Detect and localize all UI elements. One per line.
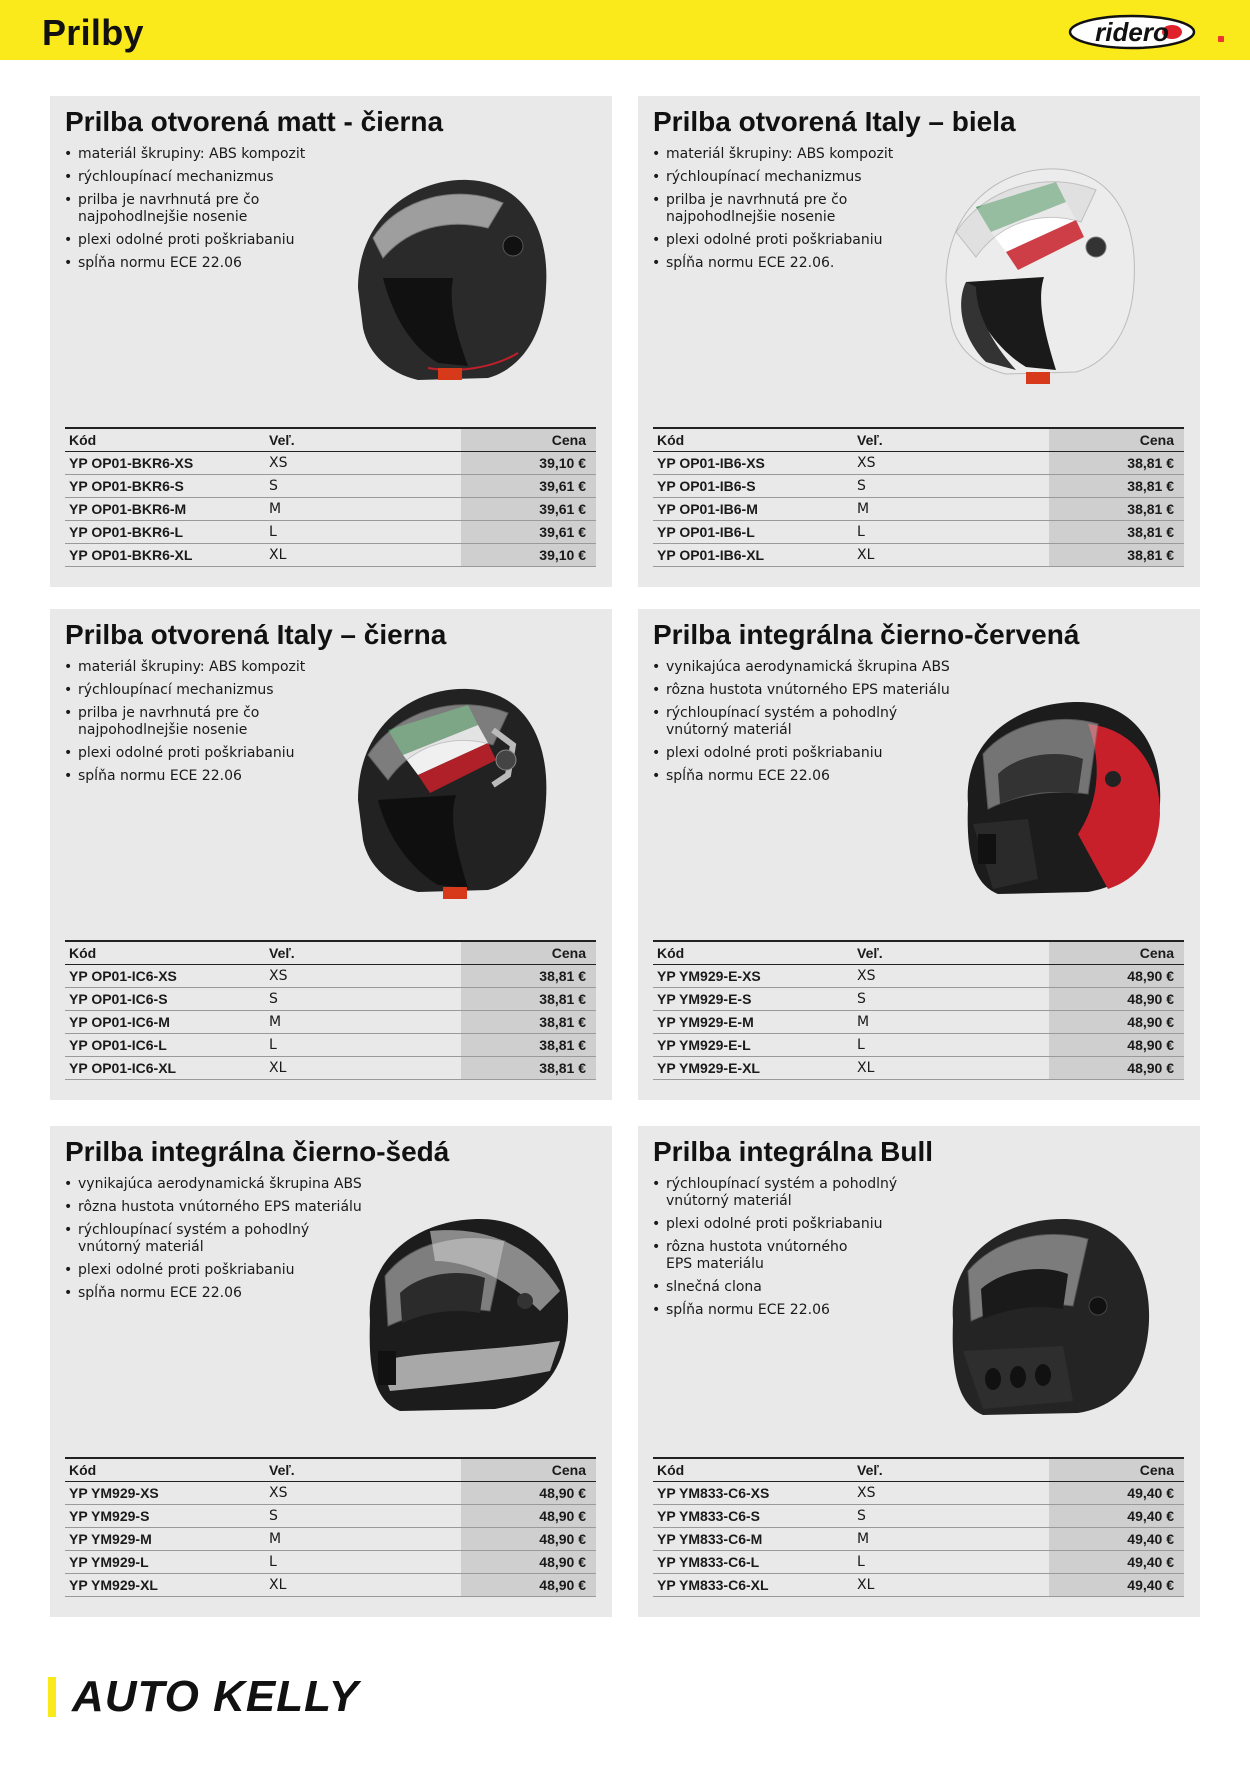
table-row [653,1056,1184,1079]
code-cell: YP YM833-C6-L [653,1550,853,1573]
table-row [653,1527,1184,1550]
code-cell: YP OP01-BKR6-XS [65,451,265,474]
feature-item: • plexi odolné proti poškriabaniu [64,745,354,762]
feature-list [64,1176,362,1308]
feature-list [64,659,354,791]
size-cell: L [265,520,461,543]
size-cell: L [265,1550,461,1573]
feature-item: • rýchloupínací systém a pohodlný vnútorný materiál [652,705,912,739]
price-table [653,1457,1184,1597]
code-cell: YP OP01-IB6-XS [653,451,853,474]
size-cell: XL [853,1573,1049,1596]
product-title: Prilba otvorená Italy – čierna [65,619,447,650]
price-cell: 48,90 € [461,1573,596,1596]
header-price: Cena [461,1458,596,1481]
size-cell: XL [265,1573,461,1596]
header-size: Veľ. [265,1458,461,1481]
size-cell: XS [265,451,461,474]
feature-item: • rýchloupínací mechanizmus [64,169,354,186]
table-row [653,474,1184,497]
product-title: Prilba integrálna Bull [653,1136,934,1167]
feature-item: • slnečná clona [652,1279,942,1296]
size-cell: XS [265,1481,461,1504]
price-table [65,427,596,567]
header-size: Veľ. [265,941,461,964]
price-cell: 38,81 € [1049,520,1184,543]
size-cell: S [853,987,1049,1010]
table-row [653,451,1184,474]
price-cell: 39,61 € [461,497,596,520]
table-row [653,1481,1184,1504]
price-cell: 48,90 € [1049,1056,1184,1079]
price-cell: 48,90 € [461,1527,596,1550]
table-header-row [65,1458,596,1481]
full-face-helmet-bull-icon [923,1201,1158,1431]
product-card [638,1126,1200,1617]
price-cell: 38,81 € [1049,474,1184,497]
code-cell: YP YM833-C6-M [653,1527,853,1550]
feature-item: • spĺňa normu ECE 22.06. [652,255,942,272]
code-cell: YP OP01-BKR6-XL [65,543,265,566]
price-cell: 38,81 € [461,1056,596,1079]
size-cell: L [853,520,1049,543]
product-card [638,96,1200,587]
code-cell: YP YM929-E-XS [653,964,853,987]
feature-item: • materiál škrupiny: ABS kompozit [652,146,942,163]
feature-item: • plexi odolné proti poškriabaniu [652,232,942,249]
size-cell: L [853,1550,1049,1573]
product-card [50,96,612,587]
table-row [65,1033,596,1056]
price-table [653,427,1184,567]
price-cell: 48,90 € [1049,1033,1184,1056]
size-cell: S [853,474,1049,497]
feature-item: • vynikajúca aerodynamická škrupina ABS [652,659,982,676]
price-cell: 38,81 € [1049,497,1184,520]
feature-item: • spĺňa normu ECE 22.06 [64,768,354,785]
price-table [653,940,1184,1080]
feature-item: • rôzna hustota vnútorného EPS materiálu [652,682,982,699]
feature-list [652,1176,942,1325]
price-cell: 38,81 € [1049,451,1184,474]
full-face-helmet-black-red-icon [938,684,1168,909]
feature-item: • prilba je navrhnutá pre čo najpohodlnejšie nosenie [652,192,882,226]
header-price: Cena [1049,428,1184,451]
code-cell: YP OP01-IB6-M [653,497,853,520]
price-cell: 39,10 € [461,451,596,474]
product-title: Prilba integrálna čierno-červená [653,619,1080,650]
price-cell: 48,90 € [1049,1010,1184,1033]
table-row [65,451,596,474]
size-cell: S [853,1504,1049,1527]
code-cell: YP OP01-IC6-L [65,1033,265,1056]
table-row [653,1504,1184,1527]
ridero-logo-text: ridero [1095,17,1169,47]
code-cell: YP OP01-BKR6-L [65,520,265,543]
table-row [653,1550,1184,1573]
header-price: Cena [1049,941,1184,964]
code-cell: YP OP01-IC6-XS [65,964,265,987]
table-row [65,1573,596,1596]
table-row [653,964,1184,987]
header-code: Kód [65,941,265,964]
header-size: Veľ. [265,428,461,451]
table-row [653,497,1184,520]
feature-item: • rýchloupínací systém a pohodlný vnútorný materiál [64,1222,324,1256]
size-cell: S [265,987,461,1010]
code-cell: YP YM929-XL [65,1573,265,1596]
size-cell: M [853,1010,1049,1033]
table-header-row [653,941,1184,964]
size-cell: XL [853,543,1049,566]
feature-item: • spĺňa normu ECE 22.06 [652,1302,942,1319]
code-cell: YP OP01-BKR6-M [65,497,265,520]
table-row [653,987,1184,1010]
price-cell: 48,90 € [461,1550,596,1573]
price-cell: 39,10 € [461,543,596,566]
price-cell: 38,81 € [461,964,596,987]
header-price: Cena [461,428,596,451]
price-cell: 49,40 € [1049,1504,1184,1527]
table-row [65,1010,596,1033]
header-code: Kód [65,428,265,451]
product-card [50,1126,612,1617]
feature-item: • materiál škrupiny: ABS kompozit [64,146,354,163]
feature-item: • materiál škrupiny: ABS kompozit [64,659,354,676]
table-row [653,1033,1184,1056]
price-cell: 48,90 € [1049,987,1184,1010]
price-cell: 49,40 € [1049,1481,1184,1504]
code-cell: YP YM929-S [65,1504,265,1527]
price-cell: 39,61 € [461,474,596,497]
table-row [653,1010,1184,1033]
size-cell: L [265,1033,461,1056]
size-cell: XL [853,1056,1049,1079]
code-cell: YP YM833-C6-XL [653,1573,853,1596]
table-row [65,964,596,987]
feature-item: • vynikajúca aerodynamická škrupina ABS [64,1176,394,1193]
full-face-helmet-black-grey-icon [340,1201,580,1426]
feature-item: • plexi odolné proti poškriabaniu [64,232,354,249]
price-cell: 48,90 € [461,1504,596,1527]
table-header-row [65,428,596,451]
feature-item: • spĺňa normu ECE 22.06 [64,255,354,272]
size-cell: M [853,497,1049,520]
header-price: Cena [1049,1458,1184,1481]
product-card [50,609,612,1100]
code-cell: YP OP01-IB6-L [653,520,853,543]
price-cell: 38,81 € [1049,543,1184,566]
table-row [653,1573,1184,1596]
code-cell: YP YM833-C6-S [653,1504,853,1527]
price-cell: 38,81 € [461,987,596,1010]
open-face-helmet-matt-black-icon [318,168,558,398]
header-code: Kód [653,1458,853,1481]
feature-list [64,146,354,278]
code-cell: YP OP01-IC6-S [65,987,265,1010]
feature-item: • spĺňa normu ECE 22.06 [64,1285,354,1302]
header-size: Veľ. [853,1458,1049,1481]
logo-accent-bar [48,1677,56,1717]
header-code: Kód [653,428,853,451]
table-row [65,1481,596,1504]
footer-brand-text: AUTO KELLY [72,1672,360,1721]
feature-item: • rýchloupínací mechanizmus [64,682,354,699]
code-cell: YP YM929-M [65,1527,265,1550]
size-cell: M [265,1010,461,1033]
code-cell: YP YM833-C6-XS [653,1481,853,1504]
page-title: Prilby [42,12,144,53]
price-cell: 49,40 € [1049,1527,1184,1550]
feature-item: • spĺňa normu ECE 22.06 [652,768,942,785]
feature-item: • plexi odolné proti poškriabaniu [652,745,942,762]
feature-list [652,659,950,791]
product-title: Prilba integrálna čierno-šedá [65,1136,450,1167]
header-code: Kód [653,941,853,964]
table-row [653,520,1184,543]
feature-item: • prilba je navrhnutá pre čo najpohodlnejšie nosenie [64,705,294,739]
size-cell: XL [265,1056,461,1079]
code-cell: YP OP01-BKR6-S [65,474,265,497]
size-cell: M [265,497,461,520]
size-cell: XS [265,964,461,987]
code-cell: YP YM929-E-XL [653,1056,853,1079]
feature-item: • plexi odolné proti poškriabaniu [652,1216,942,1233]
table-row [65,520,596,543]
product-title: Prilba otvorená matt - čierna [65,106,444,137]
price-table [65,1457,596,1597]
table-row [65,1504,596,1527]
header-size: Veľ. [853,428,1049,451]
top-banner [0,0,1250,60]
table-row [65,1056,596,1079]
code-cell: YP OP01-IC6-M [65,1010,265,1033]
size-cell: S [265,474,461,497]
table-row [65,987,596,1010]
price-cell: 49,40 € [1049,1573,1184,1596]
size-cell: XL [265,543,461,566]
feature-item: • rýchloupínací mechanizmus [652,169,942,186]
feature-list [652,146,942,278]
header-code: Kód [65,1458,265,1481]
price-table [65,940,596,1080]
table-row [65,497,596,520]
table-row [65,1550,596,1573]
size-cell: S [265,1504,461,1527]
table-row [65,1527,596,1550]
table-header-row [65,941,596,964]
brand-mark-icon [1218,36,1224,42]
feature-item: • rôzna hustota vnútorného EPS materiálu [64,1199,394,1216]
feature-item: • rýchloupínací systém a pohodlný vnútorný materiál [652,1176,912,1210]
code-cell: YP YM929-L [65,1550,265,1573]
price-cell: 38,81 € [461,1033,596,1056]
size-cell: M [265,1527,461,1550]
ridero-logo [1068,14,1196,50]
size-cell: XS [853,451,1049,474]
size-cell: XS [853,1481,1049,1504]
price-cell: 39,61 € [461,520,596,543]
feature-item: • rôzna hustota vnútorného EPS materiálu [652,1239,852,1273]
table-header-row [653,1458,1184,1481]
table-header-row [653,428,1184,451]
price-cell: 48,90 € [1049,964,1184,987]
code-cell: YP OP01-IB6-S [653,474,853,497]
code-cell: YP OP01-IC6-XL [65,1056,265,1079]
header-size: Veľ. [853,941,1049,964]
table-row [653,543,1184,566]
feature-item: • plexi odolné proti poškriabaniu [64,1262,354,1279]
price-cell: 49,40 € [1049,1550,1184,1573]
code-cell: YP YM929-XS [65,1481,265,1504]
feature-item: • prilba je navrhnutá pre čo najpohodlnejšie nosenie [64,192,294,226]
header-price: Cena [461,941,596,964]
table-row [65,474,596,497]
size-cell: XS [853,964,1049,987]
table-row [65,543,596,566]
open-face-helmet-italy-white-icon [906,152,1146,402]
product-card [638,609,1200,1100]
code-cell: YP YM929-E-S [653,987,853,1010]
price-cell: 38,81 € [461,1010,596,1033]
size-cell: L [853,1033,1049,1056]
price-cell: 48,90 € [461,1481,596,1504]
code-cell: YP OP01-IB6-XL [653,543,853,566]
code-cell: YP YM929-E-L [653,1033,853,1056]
product-title: Prilba otvorená Italy – biela [653,106,1016,137]
code-cell: YP YM929-E-M [653,1010,853,1033]
open-face-helmet-italy-black-icon [318,675,558,915]
size-cell: M [853,1527,1049,1550]
